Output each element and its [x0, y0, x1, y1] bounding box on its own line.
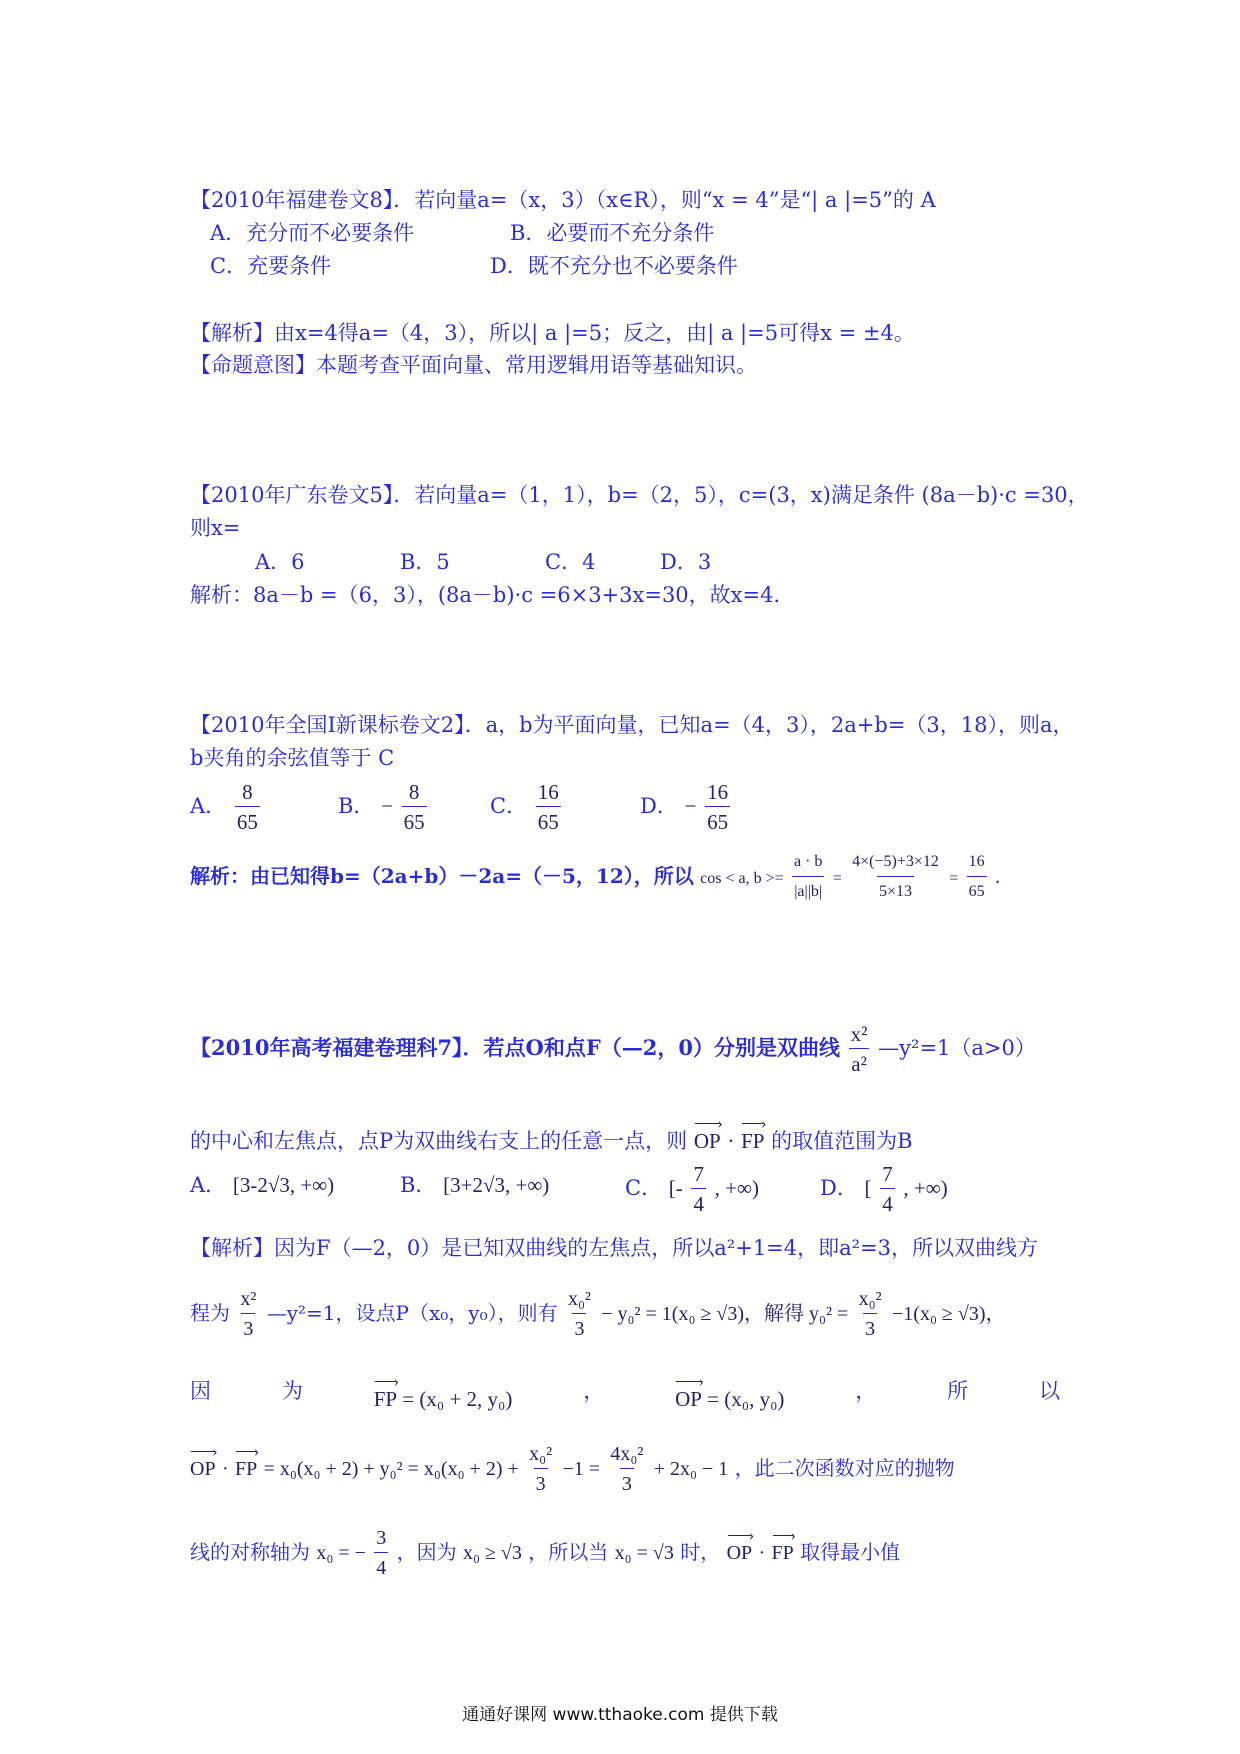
- p4-option-a-value: [3-2√3, +∞): [232, 1173, 335, 1197]
- p3-option-d: [640, 778, 732, 837]
- p3-option-a-num: 8: [242, 780, 253, 804]
- p2-option-d: D．3: [660, 550, 712, 574]
- p4-analysis-line2-frac2: [566, 1285, 593, 1344]
- p2-question-line2: 则x=: [190, 516, 241, 540]
- p4-analysis-line3-a: 因: [190, 1379, 211, 1403]
- p4-question-line2-a: 的中心和左焦点，点P为双曲线右支上的任意一点，则: [190, 1129, 688, 1153]
- p4-option-b: [400, 1172, 549, 1198]
- p4-analysis-line5-e: ，所以当: [528, 1540, 609, 1564]
- p4-option-a-label: A．: [190, 1173, 227, 1197]
- p4-analysis-line4-vector-op: OP ›: [190, 1448, 216, 1482]
- p1-option-d: D．既不充分也不必要条件: [490, 254, 738, 278]
- p4-option-c: [625, 1160, 759, 1219]
- p3-option-d-label: D．: [640, 794, 678, 818]
- p3-option-d-num: 16: [707, 780, 729, 804]
- p3-option-b-den: 65: [402, 806, 427, 837]
- p4-analysis-line5-vector-op: OP ›: [727, 1532, 753, 1566]
- p3-analysis-frac2-den: 5×13: [877, 876, 914, 907]
- p4-analysis-line3-f: 以: [1038, 1379, 1060, 1403]
- p4-analysis-line2-frac2-num: x₀²: [567, 1288, 591, 1310]
- p4-option-d-den: 4: [880, 1188, 895, 1219]
- p4-analysis-line4-frac1: [527, 1440, 554, 1499]
- p4-question-line2-b: 的取值范围为B: [771, 1129, 913, 1153]
- p4-analysis-line3-c: = (x₀ + 2, y₀): [402, 1387, 513, 1411]
- p2-option-c: C．4: [545, 550, 596, 574]
- page-footer: 通通好课网 www.tthaoke.com 提供下载: [462, 1705, 778, 1725]
- p3-option-a-den: 65: [235, 806, 260, 837]
- p4-option-a: [190, 1172, 334, 1198]
- p3-analysis-equals2: =: [949, 870, 959, 887]
- p3-option-c-num: 16: [537, 780, 559, 804]
- p4-option-b-label: B．: [400, 1173, 437, 1197]
- p4-analysis-line2-frac3-num: x₀²: [858, 1288, 882, 1310]
- p4-analysis-line4-d: ，此二次函数对应的抛物: [734, 1456, 955, 1480]
- p4-analysis-line5-h: 取得最小值: [800, 1540, 901, 1564]
- p4-question-line1-a: 【2010年高考福建卷理科7】．若点O和点F（—2，0）分别是双曲线: [190, 1035, 840, 1060]
- p3-analysis-frac3: [967, 848, 987, 907]
- p4-analysis-line2-frac3-den: 3: [863, 1313, 877, 1344]
- p3-analysis-frac3-den: 65: [967, 876, 987, 907]
- p4-analysis-line5-c: ，因为: [396, 1540, 457, 1564]
- p3-analysis-period: .: [995, 866, 1001, 888]
- p4-analysis-line2-b: —y²=1，设点P（x₀，y₀），则有: [266, 1301, 558, 1325]
- p4-option-c-fraction: [691, 1160, 706, 1219]
- p4-option-c-den: 4: [691, 1188, 706, 1219]
- p3-analysis-frac2: [850, 848, 941, 907]
- p4-analysis-line4-frac2-num: 4x₀²: [610, 1443, 644, 1465]
- p3-option-d-fraction: [705, 778, 730, 837]
- p4-question-line2: [190, 1120, 913, 1154]
- p1-analysis: 【解析】由x=4得a=（4，3），所以| a |=5；反之，由| a |=5可得x = ±4。: [190, 321, 915, 345]
- p4-analysis-line5-g: 时，: [680, 1540, 721, 1564]
- p4-option-c-pre: [-: [668, 1176, 683, 1200]
- p4-option-d-label: D．: [820, 1176, 858, 1200]
- p4-analysis-line4: [190, 1440, 955, 1499]
- p4-question-frac-num: x²: [850, 1022, 868, 1046]
- p4-analysis-line4-c: + 2x₀ − 1: [653, 1458, 729, 1480]
- p4-analysis-line3-fp-expr: [374, 1378, 513, 1412]
- p4-option-d-pre: [: [864, 1176, 872, 1200]
- p4-analysis-line3-b: 为: [281, 1379, 303, 1403]
- p4-question-frac-den: a²: [849, 1048, 869, 1079]
- p4-analysis-line2-frac1-num: x²: [240, 1288, 257, 1310]
- p4-analysis-line4-frac2: [608, 1440, 645, 1499]
- p4-option-d: [820, 1160, 948, 1219]
- p3-analysis-frac1: [792, 848, 824, 907]
- p3-option-d-minus-sign: −: [684, 794, 697, 818]
- p3-analysis-equals1: =: [832, 870, 842, 887]
- p4-analysis-line2-c: − y₀² = 1(x₀ ≥ √3)，解得 y₀² =: [601, 1303, 849, 1325]
- p4-question-line1: [190, 1020, 1036, 1079]
- p4-analysis-line3-comma2: ，: [855, 1379, 877, 1403]
- p4-analysis-line2-frac3: [857, 1285, 884, 1344]
- p4-analysis-line3-vector-op: OP ›: [675, 1378, 702, 1412]
- p4-analysis-line4-frac1-den: 3: [534, 1468, 548, 1499]
- p4-analysis-line3-d: = (x₀, y₀): [707, 1387, 785, 1411]
- p4-analysis-line5: [190, 1524, 900, 1583]
- p3-option-b-num: 8: [408, 780, 420, 804]
- p4-analysis-line5-frac-den: 4: [374, 1552, 388, 1583]
- p4-analysis-line1: 【解析】因为F（—2，0）是已知双曲线的左焦点，所以a²+1=4，即a²=3，所以双曲线方: [190, 1236, 1039, 1260]
- p4-question-vector-op: OP ›: [694, 1120, 721, 1154]
- p4-analysis-line4-frac1-num: x₀²: [529, 1443, 553, 1465]
- p4-analysis-line5-frac-num: 3: [376, 1527, 387, 1549]
- p4-analysis-line2: [190, 1285, 1006, 1344]
- p4-option-c-num: 7: [693, 1162, 704, 1186]
- p4-option-d-num: 7: [882, 1162, 893, 1186]
- p4-analysis-line5-f: x₀ = √3: [614, 1542, 674, 1564]
- p4-analysis-line2-frac1: [238, 1285, 258, 1344]
- p4-analysis-line5-a: 线的对称轴为: [190, 1540, 310, 1564]
- p4-analysis-line3-comma1: ，: [583, 1379, 605, 1403]
- p4-analysis-line5-vector-fp: FP ›: [772, 1532, 794, 1566]
- p3-option-b: [338, 778, 429, 837]
- p2-option-b: B．5: [400, 550, 450, 574]
- p4-analysis-line3-e: 所: [947, 1379, 969, 1403]
- p3-option-c-den: 65: [536, 806, 561, 837]
- p3-analysis-frac3-num: 16: [968, 853, 985, 870]
- p4-analysis-line3: [190, 1378, 1060, 1412]
- p1-option-a: A．充分而不必要条件: [210, 221, 415, 245]
- p3-analysis-frac1-den: |a||b|: [792, 876, 824, 907]
- p2-option-a: A．6: [255, 550, 305, 574]
- p3-option-b-fraction: [402, 778, 427, 837]
- p1-question: 【2010年福建卷文8】．若向量a=（x，3）（x∈R），则“x = 4”是“| a |=5”的 A: [190, 188, 936, 212]
- p4-option-b-value: [3+2√3, +∞): [443, 1173, 550, 1197]
- p3-option-b-minus-sign: −: [381, 794, 393, 818]
- p4-analysis-line5-dot: ·: [758, 1542, 766, 1564]
- p4-option-d-fraction: [880, 1160, 895, 1219]
- p3-option-a-fraction: [235, 778, 260, 837]
- p3-question-line1: 【2010年全国Ⅰ新课标卷文2】．a，b为平面向量，已知a=（4，3），2a+b=（3，18），则a，: [190, 713, 1074, 737]
- p4-analysis-line2-frac1-den: 3: [241, 1313, 255, 1344]
- p1-option-c: C．充要条件: [210, 254, 332, 278]
- p3-analysis-frac1-num: a · b: [793, 853, 823, 870]
- p4-analysis-line4-a: = x₀(x₀ + 2) + y₀² = x₀(x₀ + 2) +: [263, 1458, 519, 1480]
- p4-analysis-line4-frac2-den: 3: [620, 1468, 634, 1499]
- p4-analysis-line5-fraction: [374, 1524, 388, 1583]
- p4-option-c-post: , +∞): [714, 1176, 759, 1200]
- p3-analysis-formula-lhs: cos < a, b >=: [700, 870, 784, 887]
- p4-option-d-post: , +∞): [903, 1176, 948, 1200]
- p1-option-b: B．必要而不充分条件: [510, 221, 715, 245]
- p3-analysis-frac2-num: 4×(−5)+3×12: [852, 853, 939, 870]
- p4-analysis-line4-vector-fp: FP ›: [235, 1448, 257, 1482]
- p4-option-c-label: C．: [625, 1176, 663, 1200]
- p4-analysis-line2-d: −1(x₀ ≥ √3)，: [892, 1303, 1006, 1325]
- p3-option-a: [190, 778, 262, 837]
- p4-analysis-line4-b: −1 =: [562, 1458, 601, 1480]
- p3-option-c: [490, 778, 563, 837]
- p4-analysis-line2-frac2-den: 3: [572, 1313, 586, 1344]
- p4-analysis-line2-a: 程为: [190, 1301, 230, 1325]
- p3-question-line2: b夹角的余弦值等于 C: [190, 746, 395, 770]
- p1-intent: 【命题意图】本题考查平面向量、常用逻辑用语等基础知识。: [190, 353, 757, 377]
- p3-option-a-label: A．: [190, 794, 227, 818]
- p3-analysis-text: 解析：由已知得b=（2a+b）－2a=（－5，12），所以: [190, 864, 694, 888]
- p3-option-c-fraction: [536, 778, 561, 837]
- p4-analysis-line5-b: x₀ = −: [316, 1542, 366, 1564]
- p4-question-line1-b: —y²=1（a>0）: [878, 1036, 1036, 1060]
- p4-analysis-line4-dot: ·: [221, 1458, 229, 1480]
- p2-analysis: 解析：8a－b =（6，3），(8a－b)·c =6×3+3x=30，故x=4．: [190, 583, 795, 607]
- p4-analysis-line5-d: x₀ ≥ √3: [462, 1542, 522, 1564]
- p2-question-line1: 【2010年广东卷文5】．若向量a=（1，1），b=（2，5），c=(3，x)满足条件 (8a－b)·c =30，: [190, 483, 1089, 507]
- p4-analysis-line3-op-expr: [675, 1378, 784, 1412]
- p3-option-b-label: B．: [338, 794, 375, 818]
- p4-question-dot: ·: [727, 1129, 735, 1153]
- p4-analysis-line3-vector-fp: FP ›: [374, 1378, 397, 1412]
- p4-question-vector-fp: FP ›: [741, 1120, 764, 1154]
- p3-option-c-label: C．: [490, 794, 528, 818]
- p3-option-d-den: 65: [705, 806, 730, 837]
- p3-analysis: [190, 848, 1000, 907]
- p4-question-fraction: [849, 1020, 870, 1079]
